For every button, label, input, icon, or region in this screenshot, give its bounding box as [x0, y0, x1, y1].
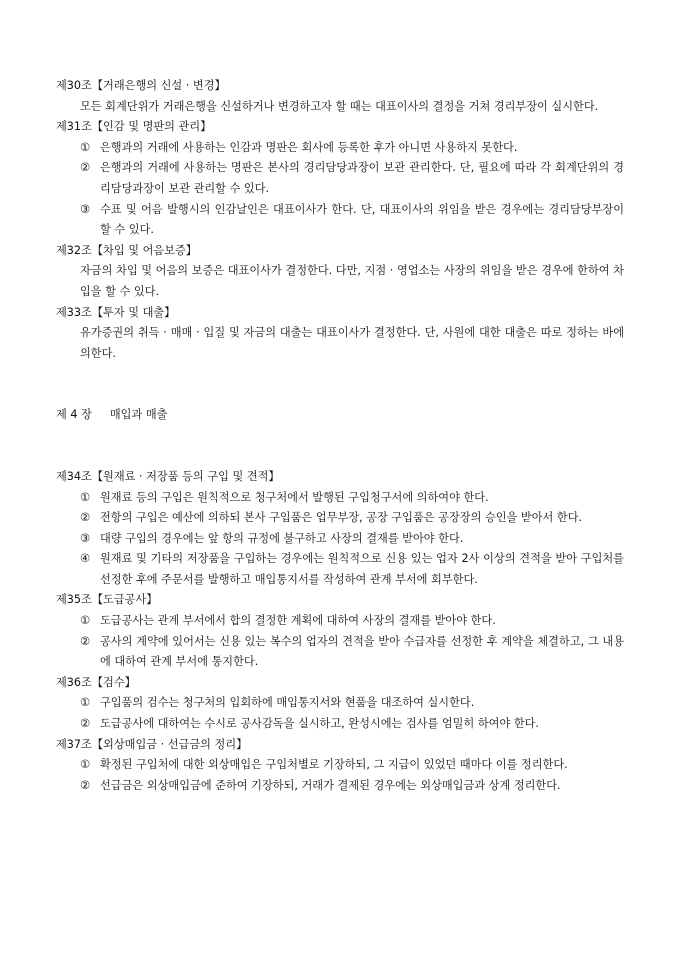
article-heading: 제32조【차입 및 어음보증】: [56, 243, 197, 257]
clause-text: 원재료 및 기타의 저장품을 구입하는 경우에는 원칙적으로 신용 있는 업자 2사 이상의 견적을 받아 구입처를 선정한 후에 주문서를 발행하고 매입통지서를 작성하여 관계 부서에 회부한다.: [100, 552, 624, 586]
chapter-heading: [56, 405, 624, 426]
article: [56, 673, 624, 735]
chapter-label: 제 4 장: [56, 408, 92, 422]
clause-number: ②: [80, 634, 91, 648]
clause-text: 수표 및 어음 발행시의 인감날인은 대표이사가 한다. 단, 대표이사의 위임을 받은 경우에는 경리담당부장이 할 수 있다.: [100, 202, 624, 237]
clause-text: 도급공사는 관계 부서에서 합의 결정한 계획에 대하여 사장의 결재를 받아야 한다.: [100, 614, 496, 628]
clause-number: ②: [80, 511, 91, 525]
article-heading: 제35조【도급공사】: [56, 593, 158, 607]
articles-section-chapter-3: [56, 76, 624, 364]
article-heading: 제31조【인감 및 명판의 관리】: [56, 120, 212, 134]
clause-number: ③: [80, 202, 91, 216]
article-body: 모든 회계단위가 거래은행을 신설하거나 변경하고자 할 때는 대표이사의 결정을 거쳐 경리부장이 실시한다.: [80, 99, 599, 113]
article: [56, 590, 624, 672]
clause-text: 은행과의 거래에 사용하는 인감과 명판은 회사에 등록한 후가 아니면 사용하지 못한다.: [100, 140, 518, 154]
article-clause: [56, 488, 624, 509]
article-clauses: [56, 611, 624, 673]
article-clause: [56, 508, 624, 529]
clause-text: 확정된 구입처에 대한 외상매입은 구입처별로 기장하되, 그 지급이 있었던 때마다 이를 정리한다.: [100, 758, 568, 772]
clause-number: ①: [80, 140, 91, 154]
article-clause: [56, 755, 624, 776]
article-clauses: [56, 755, 624, 796]
article-body: 유가증권의 취득 · 매매 · 입질 및 자금의 대출는 대표이사가 결정한다. 단, 사원에 대한 대출은 따로 정하는 바에 의한다.: [80, 326, 624, 360]
clause-number: ③: [80, 531, 91, 545]
clause-number: ①: [80, 696, 91, 710]
clause-text: 원재료 등의 구입은 원칙적으로 청구처에서 발행된 구입청구서에 의하여야 한다.: [100, 490, 489, 504]
article-clause: [56, 632, 624, 673]
article: [56, 735, 624, 797]
article-clause: [56, 714, 624, 735]
article-clause: [56, 158, 624, 199]
article: [56, 76, 624, 117]
article-clause: [56, 138, 624, 159]
article-heading: 제30조【거래은행의 신설 · 변경】: [56, 79, 226, 92]
clause-text: 대량 구입의 경우에는 앞 항의 규정에 불구하고 사장의 결재를 받아야 한다.: [100, 531, 464, 545]
clause-number: ④: [80, 552, 91, 566]
clause-text: 공사의 계약에 있어서는 신용 있는 복수의 업자의 견적을 받아 수급자를 선정한 후 계약을 체결하고, 그 내용에 대하여 관계 부서에 통지한다.: [100, 634, 624, 669]
chapter-title: 매입과 매출: [109, 408, 168, 422]
article-clause: [56, 529, 624, 550]
clause-number: ②: [80, 161, 91, 175]
clause-number: ②: [80, 778, 91, 792]
article-clauses: [56, 138, 624, 241]
clause-text: 도급공사에 대하여는 수시로 공사감독을 실시하고, 완성시에는 검사를 엄밀히 하여야 한다.: [100, 717, 539, 731]
clause-number: ②: [80, 717, 91, 731]
article: [56, 303, 624, 365]
article-clause: [56, 549, 624, 590]
article-clause: [56, 611, 624, 632]
article-clause: [56, 693, 624, 714]
clause-number: ①: [80, 758, 91, 772]
article-heading: 제36조【검수】: [56, 675, 136, 689]
articles-section-chapter-4: [56, 467, 624, 797]
article-body: 자금의 차입 및 어음의 보증은 대표이사가 결정한다. 다만, 지점 · 영업소는 사장의 위임을 받은 경우에 한하여 차입을 할 수 있다.: [80, 264, 624, 298]
clause-number: ①: [80, 490, 91, 504]
article-heading: 제33조【투자 및 대출】: [56, 305, 176, 319]
article: [56, 241, 624, 303]
article-heading: 제37조【외상매입금 · 선급금의 정리】: [56, 737, 248, 751]
article-heading: 제34조【원재료 · 저장품 등의 구입 및 견적】: [56, 469, 280, 483]
article-clauses: [56, 488, 624, 591]
article-clause: [56, 776, 624, 797]
article-clause: [56, 200, 624, 241]
article-clauses: [56, 693, 624, 734]
article: [56, 467, 624, 591]
clause-text: 선급금은 외상매입금에 준하여 기장하되, 거래가 결제된 경우에는 외상매입금과 상계 정리한다.: [100, 778, 561, 792]
clause-text: 구입품의 검수는 청구처의 입회하에 매입통지서와 현품을 대조하여 실시한다.: [100, 696, 475, 710]
clause-text: 은행과의 거래에 사용하는 명판은 본사의 경리담당과장이 보관 관리한다. 단, 필요에 따라 각 회계단위의 경리담당과장이 보관 관리할 수 있다.: [100, 161, 624, 195]
article: [56, 117, 624, 241]
clause-text: 전항의 구입은 예산에 의하되 본사 구입품은 업무부장, 공장 구입품은 공장장의 승인을 받아서 한다.: [100, 511, 583, 525]
clause-number: ①: [80, 614, 91, 628]
